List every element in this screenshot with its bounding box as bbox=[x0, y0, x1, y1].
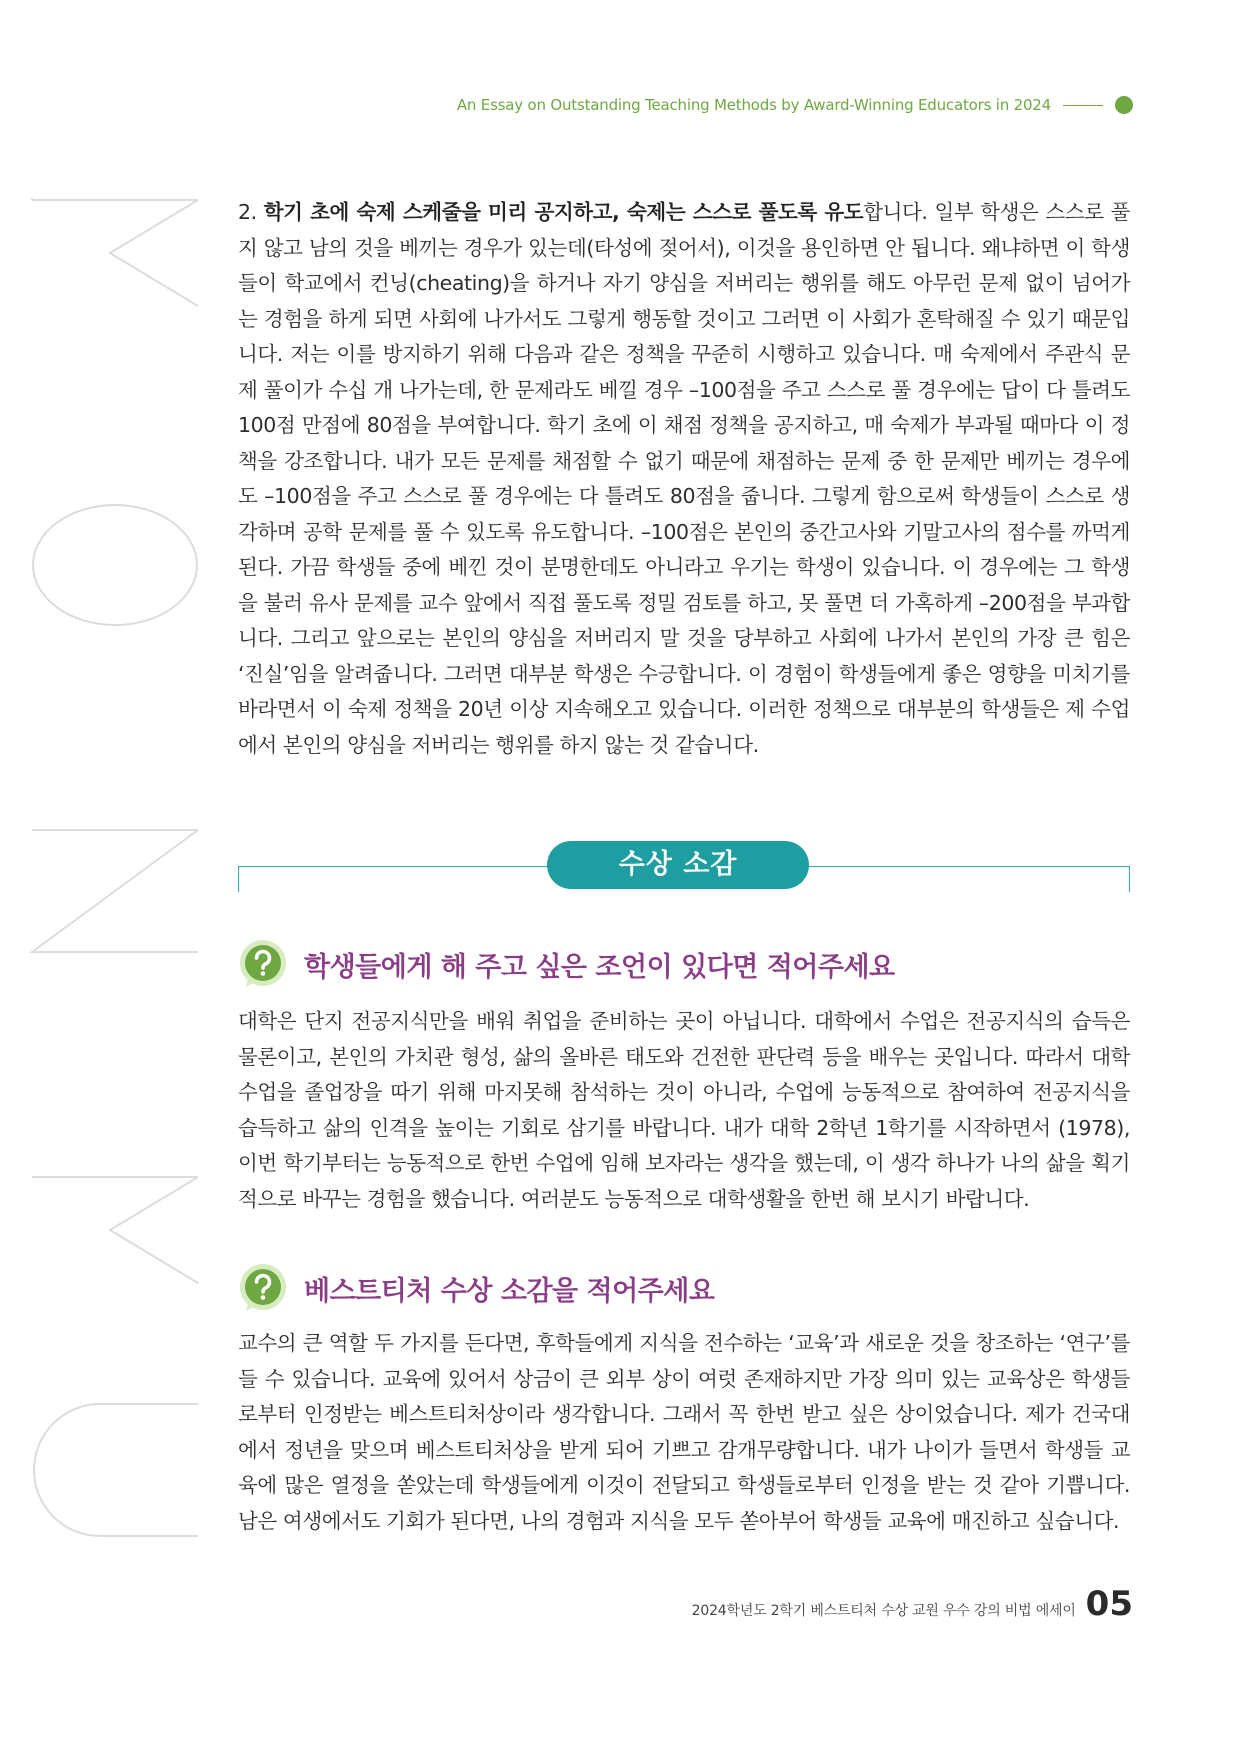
header-divider bbox=[1063, 105, 1103, 106]
header-dot bbox=[1115, 96, 1133, 114]
question-bubble-icon bbox=[238, 939, 288, 989]
q2-title: 베스트티처 수상 소감을 적어주세요 bbox=[304, 1275, 715, 1307]
running-header bbox=[457, 96, 1133, 114]
question-bubble-icon bbox=[238, 1263, 288, 1313]
watermark-letter-k2 bbox=[30, 1175, 200, 1285]
q1-answer: 대학은 단지 전공지식만을 배워 취업을 준비하는 곳이 아닙니다. 대학에서 수업은 전공지식의 습득은 물론이고, 본인의 가치관 형성, 삶의 올바른 태도와 건전한 판단력 등을 배우는 곳입니다. 따라서 대학수업을 졸업장을 따기 위해 마지못해 참석하는 것이 아니라, 수업에 능동적으로 참여하여 전공지식을 습득하고 삶의 인격을 높이는 기회로 삼기를 바랍니다. 내가 대학 2학년 1학기를 시작하면서 (1978), 이번 학기부터는 능동적으로 한번 수업에 임해 보자라는 생각을 했는데, 이 생각 하나가 나의 삶을 획기적으로 바꾸는 경험을 했습니다. 여러분도 능동적으로 대학생활을 한번 해 보시기 바랍니다. bbox=[238, 1009, 1130, 1211]
watermark-letter-u bbox=[30, 1400, 200, 1540]
footer-title: 2024학년도 2학기 베스트티처 수상 교원 우수 강의 비법 에세이 bbox=[691, 1603, 1076, 1619]
side-watermark bbox=[30, 0, 200, 1754]
page-number: 05 bbox=[1085, 1584, 1133, 1624]
intro-bold-lead: 학기 초에 숙제 스케줄을 미리 공지하고, 숙제는 스스로 풀도록 유도 bbox=[263, 200, 864, 224]
intro-lead: 2. bbox=[238, 200, 264, 224]
q2-answer: 교수의 큰 역할 두 가지를 든다면, 후학들에게 지식을 전수하는 ‘교육’과 새로운 것을 창조하는 ‘연구’를 들 수 있습니다. 교육에 있어서 상금이 큰 외부 상이 여럿 존재하지만 가장 의미 있는 교육상은 학생들로부터 인정받는 베스트티처상이라 생각합니다. 그래서 꼭 한번 받고 싶은 상이었습니다. 제가 건국대에서 정년을 맞으며 베스트티처상을 받게 되어 기쁘고 감개무량합니다. 내가 나이가 들면서 학생들 교육에 많은 열정을 쏟았는데 학생들에게 이것이 전달되고 학생들로부터 인정을 받는 것 같아 기쁩니다. 남은 여생에서도 기회가 된다면, 나의 경험과 지식을 모두 쏟아부어 학생들 교육에 매진하고 싶습니다. bbox=[238, 1331, 1130, 1533]
q1-title: 학생들에게 해 주고 싶은 조언이 있다면 적어주세요 bbox=[304, 951, 895, 983]
header-title: An Essay on Outstanding Teaching Methods by Award-Winning Educators in 2024 bbox=[456, 96, 1051, 114]
watermark-letter-k bbox=[30, 198, 200, 308]
intro-body: 합니다. 일부 학생은 스스로 풀지 않고 남의 것을 베끼는 경우가 있는데(타성에 젖어서), 이것을 용인하면 안 됩니다. 왜냐하면 이 학생들이 학교에서 컨닝(cheating)을 하거나 자기 양심을 저버리는 행위를 해도 아무런 문제 없이 넘어가는 경험을 하게 되면 사회에 나가서도 그렇게 행동할 것이고 그러면 이 사회가 혼탁해질 수 있기 때문입니다. 저는 이를 방지하기 위해 다음과 같은 정책을 꾸준히 시행하고 있습니다. 매 숙제에서 주관식 문제 풀이가 수십 개 나가는데, 한 문제라도 베낄 경우 –100점을 주고 스스로 풀 경우에는 답이 다 틀려도 100점 만점에 80점을 부여합니다. 학기 초에 이 채점 정책을 공지하고, 매 숙제가 부과될 때마다 이 정책을 강조합니다. 내가 모든 문제를 채점할 수 없기 때문에 채점하는 문제 중 한 문제만 베끼는 경우에도 –100점을 주고 스스로 풀 경우에는 다 틀려도 80점을 줍니다. 그렇게 함으로써 학생들이 스스로 생각하며 공학 문제를 풀 수 있도록 유도합니다. –100점은 본인의 중간고사와 기말고사의 점수를 까먹게 된다. 가끔 학생들 중에 베낀 것이 분명한데도 아니라고 우기는 학생이 있습니다. 이 경우에는 그 학생을 불러 유사 문제를 교수 앞에서 직접 풀도록 정밀 검토를 하고, 못 풀면 더 가혹하게 –200점을 부과합니다. 그리고 앞으로는 본인의 양심을 저버리지 말 것을 당부하고 사회에 나가서 본인의 가장 큰 힘은 ‘진실’임을 알려줍니다. 그러면 대부분 학생은 수긍합니다. 이 경험이 학생들에게 좋은 영향을 미치기를 바라면서 이 숙제 정책을 20년 이상 지속해오고 있습니다. 이러한 정책으로 대부분의 학생들은 제 수업에서 본인의 양심을 저버리는 행위를 하지 않는 것 같습니다. bbox=[238, 200, 1130, 757]
watermark-letter-n bbox=[30, 826, 200, 956]
page-footer bbox=[692, 1584, 1133, 1624]
watermark-letter-o bbox=[30, 500, 200, 630]
q1-heading bbox=[238, 939, 895, 989]
q2-heading bbox=[238, 1263, 714, 1313]
section-title-pill: 수상 소감 bbox=[547, 841, 809, 889]
intro-paragraph bbox=[238, 195, 1130, 763]
